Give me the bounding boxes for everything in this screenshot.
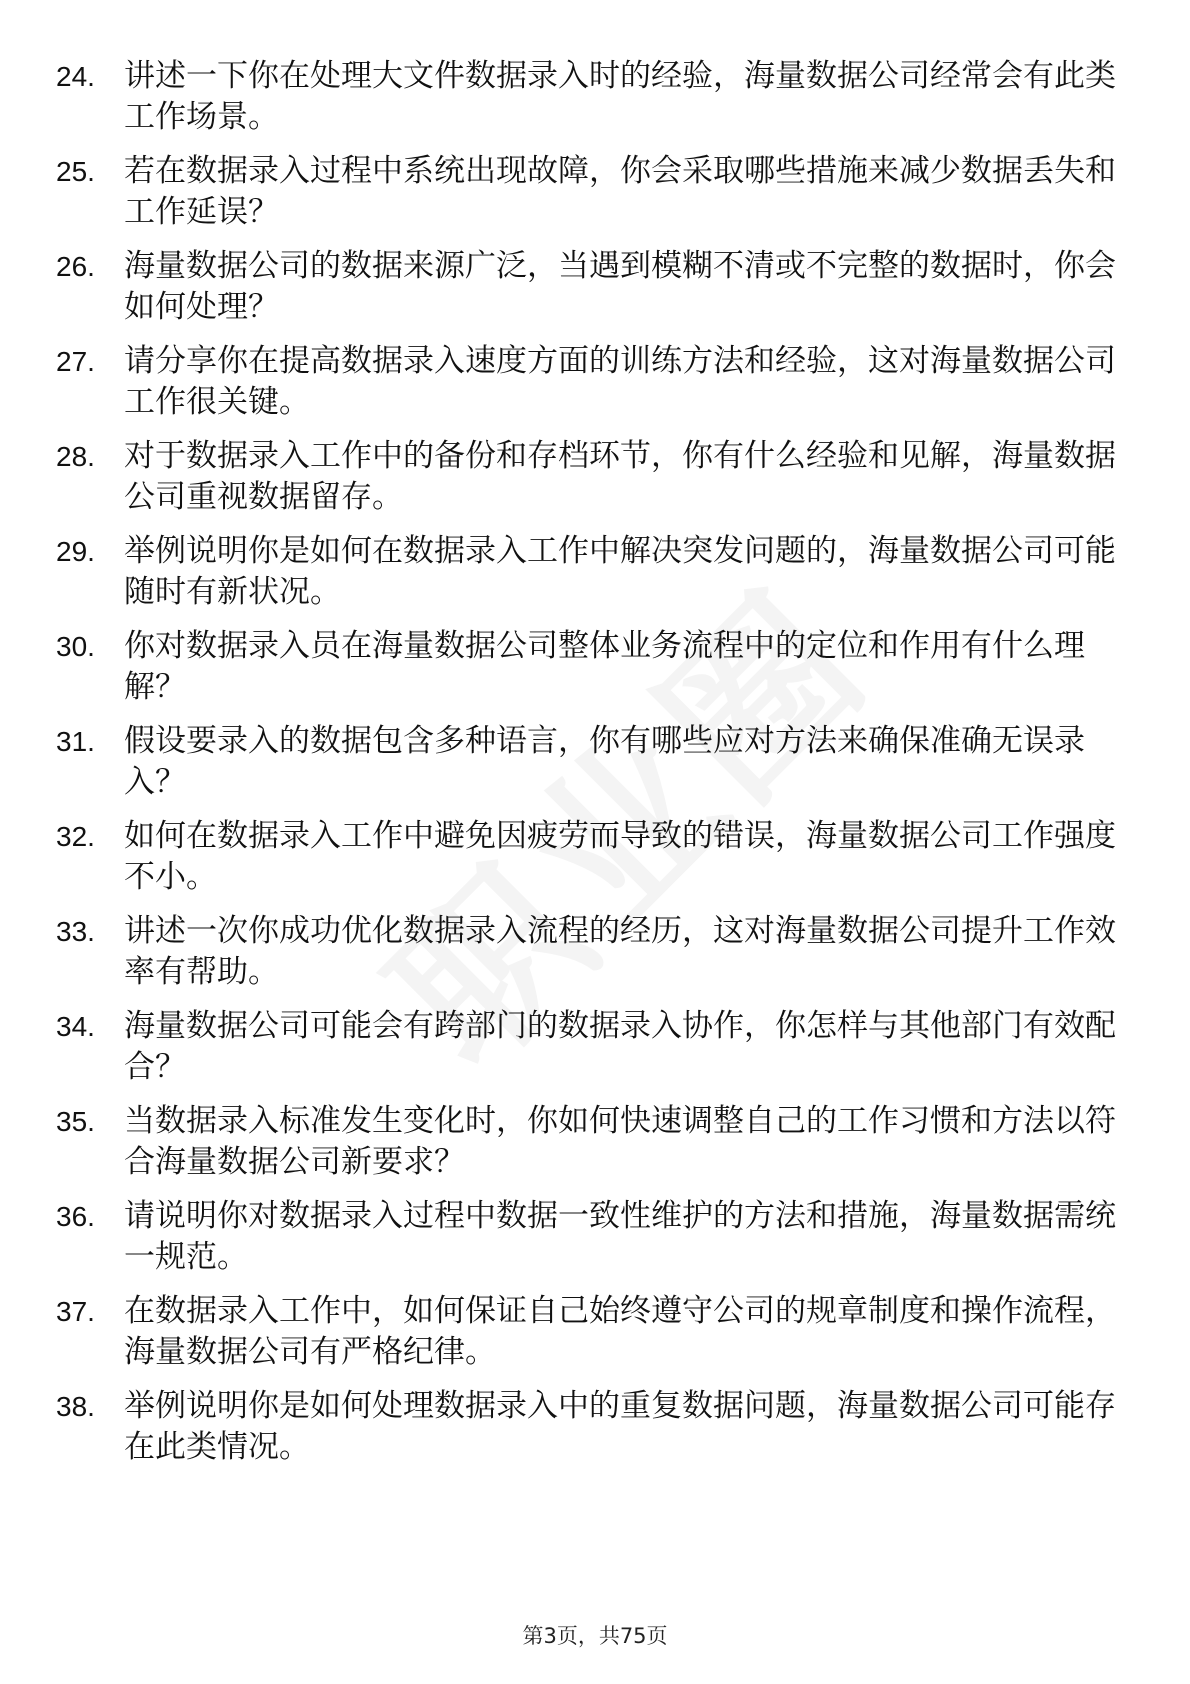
question-item (0, 56, 1190, 146)
question-text: 对于数据录入工作中的备份和存档环节，你有什么经验和见解，海量数据公司重视数据留存。 (124, 438, 1116, 515)
question-number: 27. (56, 346, 95, 377)
question-text: 海量数据公司的数据来源广泛，当遇到模糊不清或不完整的数据时，你会如何处理？ (124, 248, 1116, 325)
question-number: 36. (56, 1201, 95, 1232)
question-item (0, 626, 1190, 716)
question-number: 37. (56, 1296, 95, 1327)
question-number: 24. (56, 61, 95, 92)
question-number: 25. (56, 156, 95, 187)
question-number: 35. (56, 1106, 95, 1137)
page-footer (0, 1620, 1190, 1650)
question-number: 30. (56, 631, 95, 662)
question-item (0, 531, 1190, 621)
question-item (0, 816, 1190, 906)
question-text: 讲述一下你在处理大文件数据录入时的经验，海量数据公司经常会有此类工作场景。 (124, 58, 1116, 135)
question-text: 当数据录入标准发生变化时，你如何快速调整自己的工作习惯和方法以符合海量数据公司新要求？ (124, 1103, 1116, 1180)
question-text: 请分享你在提高数据录入速度方面的训练方法和经验，这对海量数据公司工作很关键。 (124, 343, 1116, 420)
question-item (0, 1291, 1190, 1381)
question-text: 你对数据录入员在海量数据公司整体业务流程中的定位和作用有什么理解？ (124, 628, 1085, 705)
question-item (0, 721, 1190, 811)
question-number: 29. (56, 536, 95, 567)
question-item (0, 1386, 1190, 1476)
question-text: 请说明你对数据录入过程中数据一致性维护的方法和措施，海量数据需统一规范。 (124, 1198, 1116, 1275)
question-text: 在数据录入工作中，如何保证自己始终遵守公司的规章制度和操作流程，海量数据公司有严格纪律。 (124, 1293, 1116, 1370)
question-item (0, 436, 1190, 526)
question-text: 如何在数据录入工作中避免因疲劳而导致的错误，海量数据公司工作强度不小。 (124, 818, 1116, 895)
question-number: 33. (56, 916, 95, 947)
question-number: 31. (56, 726, 95, 757)
question-item (0, 1196, 1190, 1286)
question-text: 若在数据录入过程中系统出现故障，你会采取哪些措施来减少数据丢失和工作延误？ (124, 153, 1116, 230)
question-number: 32. (56, 821, 95, 852)
question-item (0, 341, 1190, 431)
question-number: 38. (56, 1391, 95, 1422)
question-text: 举例说明你是如何在数据录入工作中解决突发问题的，海量数据公司可能随时有新状况。 (124, 533, 1116, 610)
page-number: 第3页，共75页 (522, 1624, 668, 1648)
question-item (0, 1101, 1190, 1191)
question-item (0, 151, 1190, 241)
question-number: 26. (56, 251, 95, 282)
question-number: 28. (56, 441, 95, 472)
question-item (0, 246, 1190, 336)
question-text: 举例说明你是如何处理数据录入中的重复数据问题，海量数据公司可能存在此类情况。 (124, 1388, 1116, 1465)
question-text: 海量数据公司可能会有跨部门的数据录入协作，你怎样与其他部门有效配合？ (124, 1008, 1116, 1085)
question-text: 讲述一次你成功优化数据录入流程的经历，这对海量数据公司提升工作效率有帮助。 (124, 913, 1116, 990)
question-item (0, 1006, 1190, 1096)
question-item (0, 911, 1190, 1001)
question-number: 34. (56, 1011, 95, 1042)
question-text: 假设要录入的数据包含多种语言，你有哪些应对方法来确保准确无误录入？ (124, 723, 1085, 800)
